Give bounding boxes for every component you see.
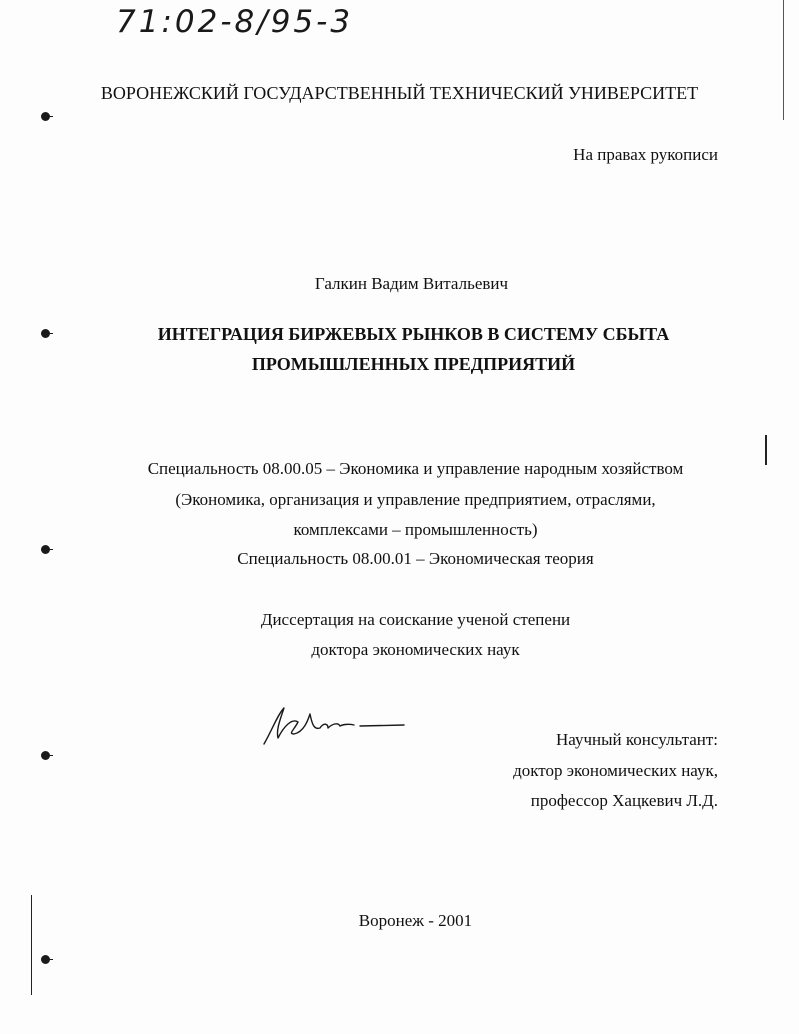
- signature-mark: [258, 700, 408, 750]
- scan-edge-mark: [765, 435, 767, 465]
- consultant-label: Научный консультант:: [556, 730, 718, 749]
- scan-edge-mark: [31, 895, 32, 995]
- binder-hole-mark: [41, 545, 50, 554]
- specialty-line-3: комплексами – промышленность): [293, 520, 538, 539]
- dissertation-degree-line-2: доктора экономических наук: [311, 640, 520, 659]
- specialty-line-2: (Экономика, организация и управление предприятием, отраслями,: [175, 490, 656, 509]
- thesis-title-line-2: ПРОМЫШЛЕННЫХ ПРЕДПРИЯТИЙ: [251, 354, 576, 374]
- binder-hole-mark: [41, 112, 50, 121]
- consultant-name: профессор Хацкевич Л.Д.: [530, 791, 718, 810]
- university-name: ВОРОНЕЖСКИЙ ГОСУДАРСТВЕННЫЙ ТЕХНИЧЕСКИЙ УНИВЕРСИТЕТ: [100, 83, 699, 103]
- manuscript-rights-note: На правах рукописи: [573, 145, 718, 164]
- author-name: Галкин Вадим Витальевич: [314, 274, 509, 293]
- binder-hole-mark: [41, 751, 50, 760]
- archive-code: 71:02-8/95-3: [116, 4, 354, 40]
- specialty-line-4: Специальность 08.00.01 – Экономическая теория: [237, 549, 594, 568]
- thesis-title-line-1: ИНТЕГРАЦИЯ БИРЖЕВЫХ РЫНКОВ В СИСТЕМУ СБЫТА: [157, 324, 670, 344]
- city-year: Воронеж - 2001: [358, 911, 473, 930]
- consultant-degree: доктор экономических наук,: [513, 761, 718, 780]
- specialty-line-1: Специальность 08.00.05 – Экономика и управление народным хозяйством: [147, 459, 684, 478]
- scan-edge-mark: [783, 0, 784, 120]
- binder-hole-mark: [41, 329, 50, 338]
- binder-hole-mark: [41, 955, 50, 964]
- dissertation-degree-line-1: Диссертация на соискание ученой степени: [260, 610, 571, 629]
